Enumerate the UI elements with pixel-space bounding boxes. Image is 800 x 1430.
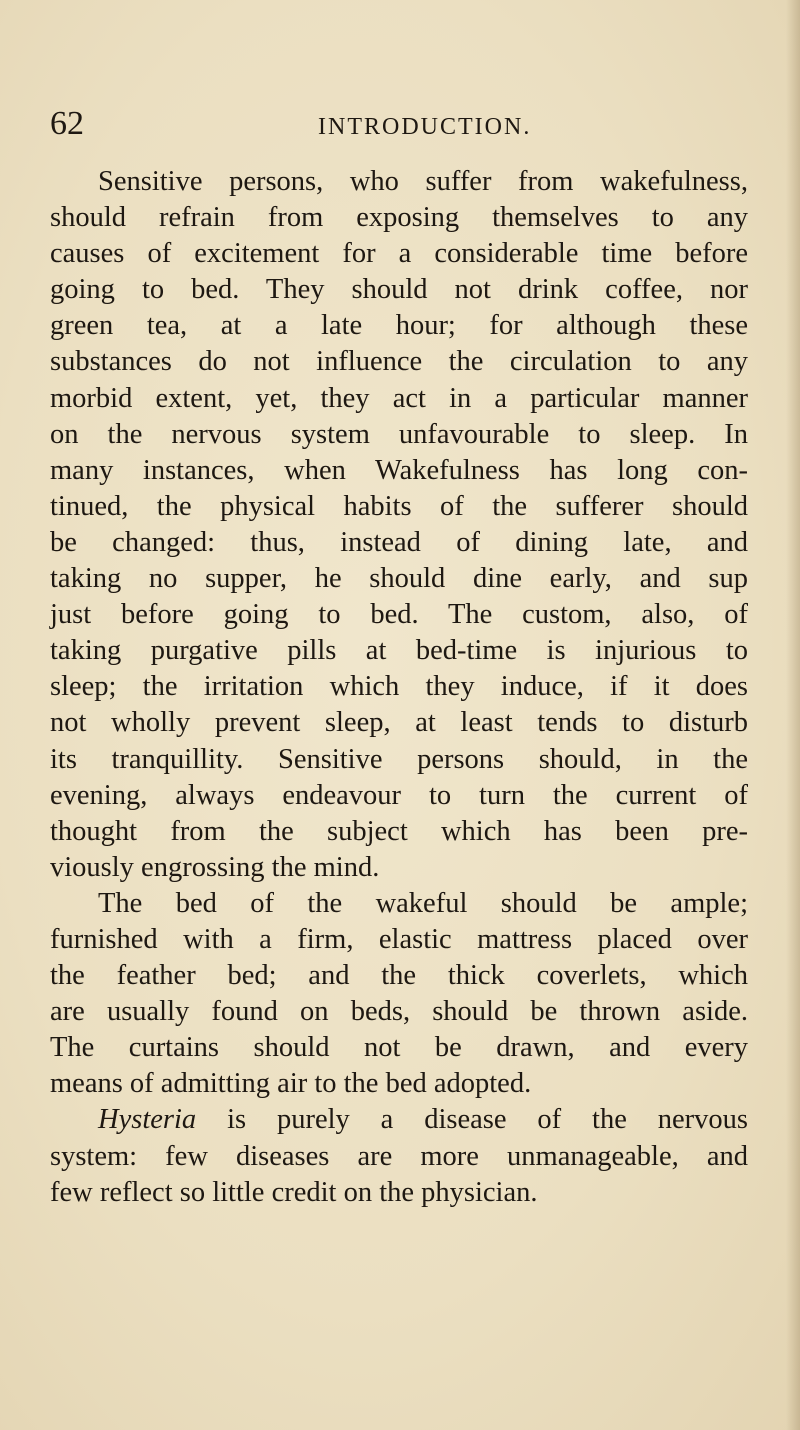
page-header (50, 104, 770, 144)
text-line: system: few diseases are more unmanageable, and (50, 1140, 748, 1172)
body-text (50, 164, 748, 1211)
text-line: many instances, when Wakefulness has long con- (50, 454, 748, 486)
text-line: furnished with a firm, elastic mattress placed over (50, 923, 748, 955)
text-line-rest: is purely a disease of the nervous (227, 1104, 749, 1136)
text-line: taking purgative pills at bed-time is injurious to (50, 635, 748, 667)
text-line: are usually found on beds, should be thrown aside. (50, 996, 748, 1028)
text-line: should refrain from exposing themselves to any (50, 202, 748, 234)
text-line: The bed of the wakeful should be ample; (98, 887, 748, 919)
text-line: evening, always endeavour to turn the current of (50, 779, 748, 811)
text-line: be changed: thus, instead of dining late, and (50, 526, 748, 558)
italic-term: Hysteria (98, 1104, 197, 1136)
text-line: The curtains should not be drawn, and every (50, 1032, 748, 1064)
text-line: on the nervous system unfavourable to sleep. In (50, 418, 748, 450)
text-line: not wholly prevent sleep, at least tends to disturb (50, 707, 748, 739)
text-line: taking no supper, he should dine early, and sup (50, 563, 748, 595)
text-line: thought from the subject which has been pre- (50, 815, 748, 847)
text-line: causes of excitement for a considerable time before (50, 238, 748, 270)
text-line: the feather bed; and the thick coverlets, which (50, 960, 748, 992)
running-head: INTRODUCTION. (318, 114, 532, 140)
text-line: sleep; the irritation which they induce, if it does (50, 671, 748, 703)
text-line: tinued, the physical habits of the sufferer should (50, 490, 748, 522)
text-line: just before going to bed. The custom, also, of (50, 599, 748, 631)
text-line: Sensitive persons, who suffer from wakefulness, (98, 166, 748, 197)
text-line: green tea, at a late hour; for although these (50, 310, 748, 342)
text-line: viously engrossing the mind. (50, 851, 380, 883)
text-line: going to bed. They should not drink coffee, nor (50, 274, 748, 306)
page-edge-shadow (786, 0, 800, 1430)
page-number: 62 (50, 105, 84, 142)
text-line: few reflect so little credit on the physician. (50, 1176, 538, 1208)
text-line: means of admitting air to the bed adopted. (50, 1068, 532, 1100)
text-line: its tranquillity. Sensitive persons should, in the (50, 743, 748, 775)
text-line: substances do not influence the circulation to any (50, 346, 748, 378)
text-line-hysteria (50, 1102, 748, 1138)
text-line: morbid extent, yet, they act in a particular manner (50, 382, 748, 414)
